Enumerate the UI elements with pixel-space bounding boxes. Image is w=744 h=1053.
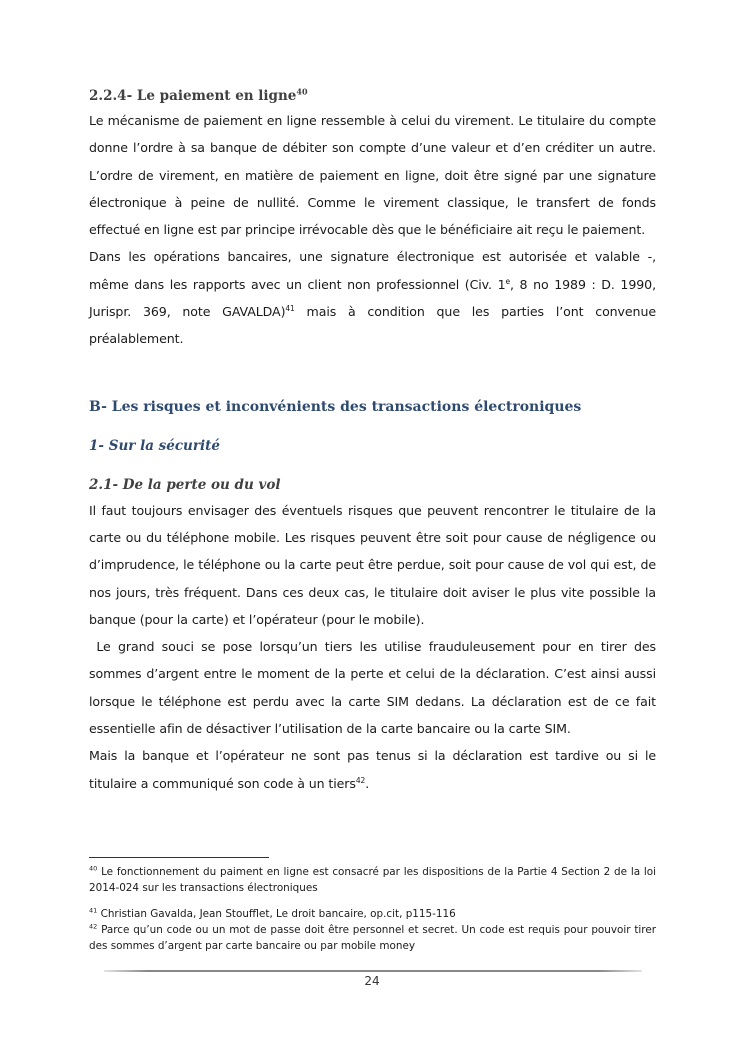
paragraph-fraud: Le grand souci se pose lorsqu’un tiers les utilise frauduleusement pour en tirer des sommes d’argent entre le moment de la perte et celui de la déclaration. C’est ainsi aussi lorsque le téléphone est perdu avec la carte SIM dedans. La déclaration est de ce fait essentielle afin de désactiver l’utilisation de la carte bancaire ou la carte SIM.	[89, 639, 660, 737]
footnote-ref-40[interactable]: 40	[296, 86, 308, 97]
footer-divider	[104, 970, 642, 972]
footnote-ref-41[interactable]: 41	[285, 303, 295, 313]
heading-section-b: B- Les risques et inconvénients des transactions électroniques	[89, 398, 582, 415]
paragraph-liability: Mais la banque et l’opérateur ne sont pas tenus si la déclaration est tardive ou si le titulaire a communiqué son code à un tiers$^{42}$.	[89, 748, 656, 791]
main-content	[89, 85, 660, 797]
footnote-ref-42[interactable]: 42	[355, 775, 366, 785]
page-number: 24	[364, 974, 380, 988]
footnote-separator	[89, 857, 269, 858]
paragraph-risks: Il faut toujours envisager des éventuels risques que peuvent rencontrer le titulaire de la carte ou du téléphone mobile. Les risques peuvent être soit pour cause de négligence ou d’imprudence, le téléphone ou la carte peut être perdue, soit pour cause de vol qui est, de nos jours, très fréquent. Dans ces deux cas, le titulaire doit aviser le plus vite possible la banque (pour la carte) et l’opérateur (pour le mobile).	[89, 502, 656, 627]
heading-loss-theft: 2.1- De la perte ou du vol	[89, 476, 281, 493]
heading-2-2-4: 2.2.4- Le paiement en ligne$^{40}$	[89, 86, 308, 104]
heading-security: 1- Sur la sécurité	[89, 437, 220, 454]
footnote-40: $^{40}$ Le fonctionnement du paiment en ligne est consacré par les dispositions de la Partie 4 Section 2 de la loi 2014-024 sur les transactions électroniques	[89, 864, 656, 894]
footnotes	[89, 864, 656, 954]
paragraph-electronic-signature: Dans les opérations bancaires, une signature électronique est autorisée et valable -, même dans les rapports avec un client non professionnel (Civ. 1e, 8 no 1989 : D. 1990, Jurispr. 369, note GAVALDA)$^{41}$ mais à condition que les parties l’ont convenue préalablement.	[89, 249, 656, 347]
footnote-41: $^{41}$ Christian Gavalda, Jean Stoufflet, Le droit bancaire, op.cit, p115-116	[89, 906, 456, 920]
paragraph-online-payment: Le mécanisme de paiement en ligne ressemble à celui du virement. Le titulaire du compte donne l’ordre à sa banque de débiter son compte d’une valeur et d’en créditer un autre. L’ordre de virement, en matière de paiement en ligne, doit être signé par une signature électronique à peine de nullité. Comme le virement classique, le transfert de fonds effectué en ligne est par principe irrévocable dès que le bénéficiaire ait reçu le paiement.	[89, 113, 656, 238]
footnote-42: $^{42}$ Parce qu’un code ou un mot de passe doit être personnel et secret. Un code est requis pour pouvoir tirer des sommes d’argent par carte bancaire ou par mobile money	[89, 922, 656, 952]
